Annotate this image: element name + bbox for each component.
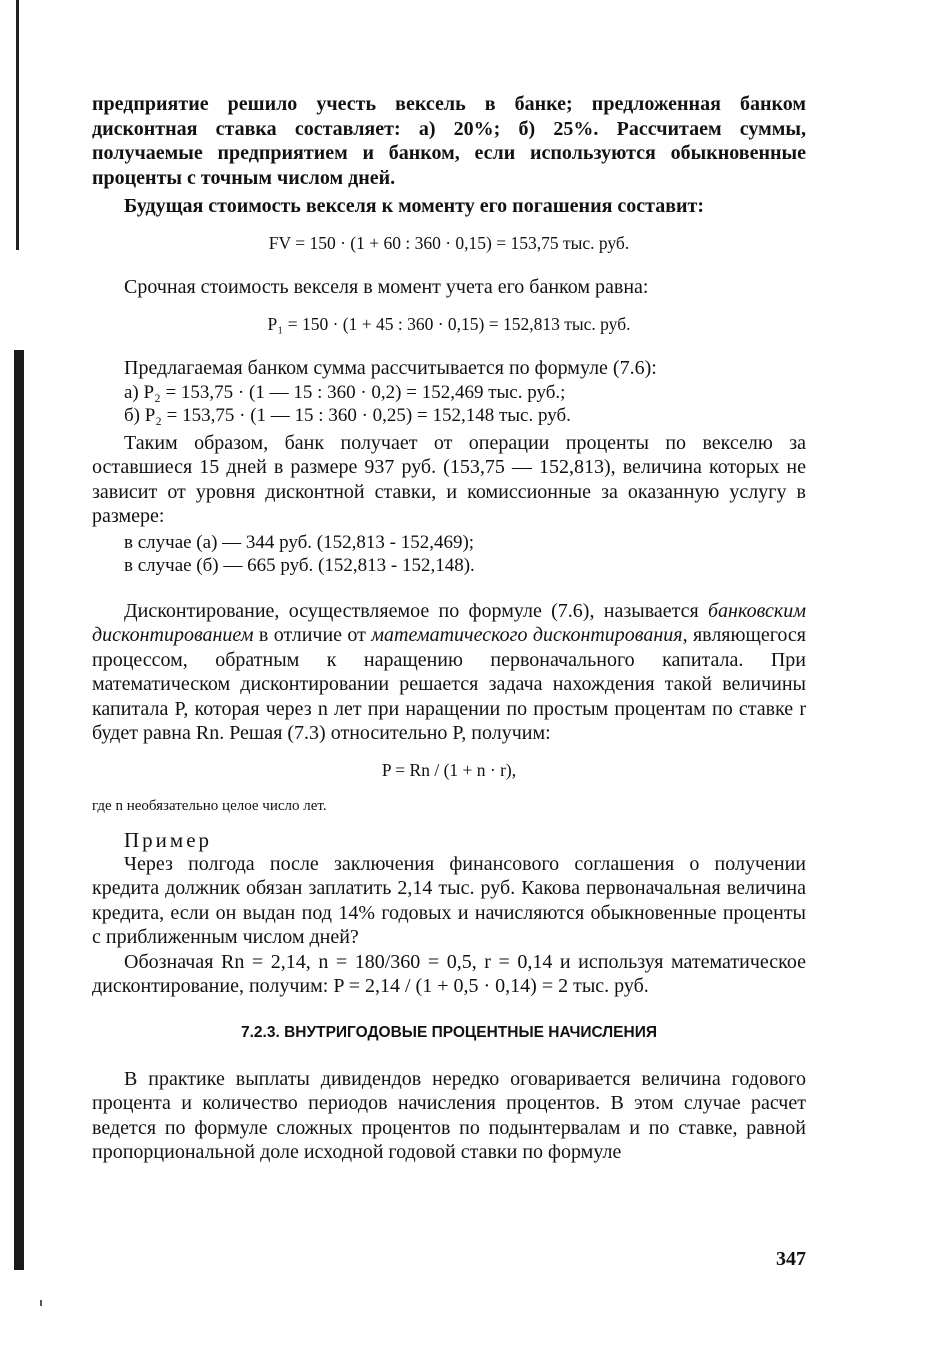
page-number: 347 <box>776 1248 806 1270</box>
discounting-text-2: в отличие от <box>253 624 372 646</box>
paragraph-term-value: Срочная стоимость векселя в момент учета его банком равна: <box>124 275 649 298</box>
binding-edge <box>14 350 24 1270</box>
formula-math-discount: P = Rn / (1 + n · r), <box>381 759 517 780</box>
paragraph-future-value: Будущая стоимость векселя к моменту его погашения составит: <box>124 195 705 217</box>
discounting-text-3: , являющегося процессом, обратным к наращению первоначального капитала. При математическом дисконтировании решается задача нахождения такой величины капитала P, которая через n лет при наращении по простым процентам по ставке r будет равна Rn. Решая (7.3) относительно P, получим: <box>92 624 807 744</box>
page-body <box>92 92 806 1165</box>
paragraph-example: Через полгода после заключения финансового соглашения о получении кредита должник обязан заплатить 2,14 тыс. руб. Какова первоначальная величина кредита, если он выдан под 14% годовых и начисляются обыкновенные проценты с приближенным числом дней? <box>92 852 806 948</box>
formula-case-b: б) P₂ = 153,75 · (1 — 15 : 360 · 0,25) = 152,148 тыс. руб. <box>124 404 571 426</box>
term-bank-discounting: банковским дисконтированием <box>92 599 806 646</box>
formula-term-value: P₁ = 150 · (1 + 45 : 360 · 0,15) = 152,813 тыс. руб. <box>267 314 631 334</box>
formula-case-a: а) P₂ = 153,75 · (1 — 15 : 360 · 0,2) = 152,469 тыс. руб.; <box>124 381 566 403</box>
paragraph-bank-sum: Предлагаемая банком сумма рассчитывается по формуле (7.6): <box>124 357 657 379</box>
paragraph-conclusion: Таким образом, банк получает от операции проценты по векселю за оставшиеся 15 дней в размере 937 руб. (153,75 — 152,813), величина которых не зависит от уровня дисконтной ставки, и комиссионные за оказанную услугу в размере: <box>92 431 806 527</box>
formula-note: где n необязательно целое число лет. <box>92 797 327 814</box>
example-label: Пример <box>124 827 213 852</box>
paragraph-intro: предприятие решило учесть вексель в банке; предложенная банком дисконтная ставка составляет: а) 20%; б) 25%. Рассчитаем суммы, получаемые предприятием и банком, если используются обыкновенные проценты с точным числом дней. <box>92 93 806 189</box>
commission-case-a: в случае (а) — 344 руб. (152,813 - 152,469); <box>124 531 475 553</box>
scan-mark <box>40 1300 42 1306</box>
formula-future-value: FV = 150 · (1 + 60 : 360 · 0,15) = 153,75 тыс. руб. <box>268 232 630 253</box>
term-math-discounting: математического дисконтирования <box>371 624 683 646</box>
paragraph-discounting <box>92 599 806 746</box>
paragraph-intrayear: В практике выплаты дивидендов нередко оговаривается величина годового процента и количество периодов начисления процентов. В этом случае расчет ведется по формуле сложных процентов по подынтервалам и по ставке, равной пропорциональной доле исходной годовой ставки по формуле <box>92 1067 806 1163</box>
section-heading: 7.2.3. ВНУТРИГОДОВЫЕ ПРОЦЕНТНЫЕ НАЧИСЛЕНИЯ <box>240 1023 657 1041</box>
commission-case-b: в случае (б) — 665 руб. (152,813 - 152,148). <box>124 554 475 576</box>
discounting-text-1: Дисконтирование, осуществляемое по формуле (7.6), называется <box>124 599 708 622</box>
binding-edge-top <box>16 0 19 250</box>
paragraph-solution: Обозначая Rn = 2,14, n = 180/360 = 0,5, r = 0,14 и используя математическое дисконтирование, получим: P = 2,14 / (1 + 0,5 · 0,14) = 2 тыс. руб. <box>92 950 806 997</box>
